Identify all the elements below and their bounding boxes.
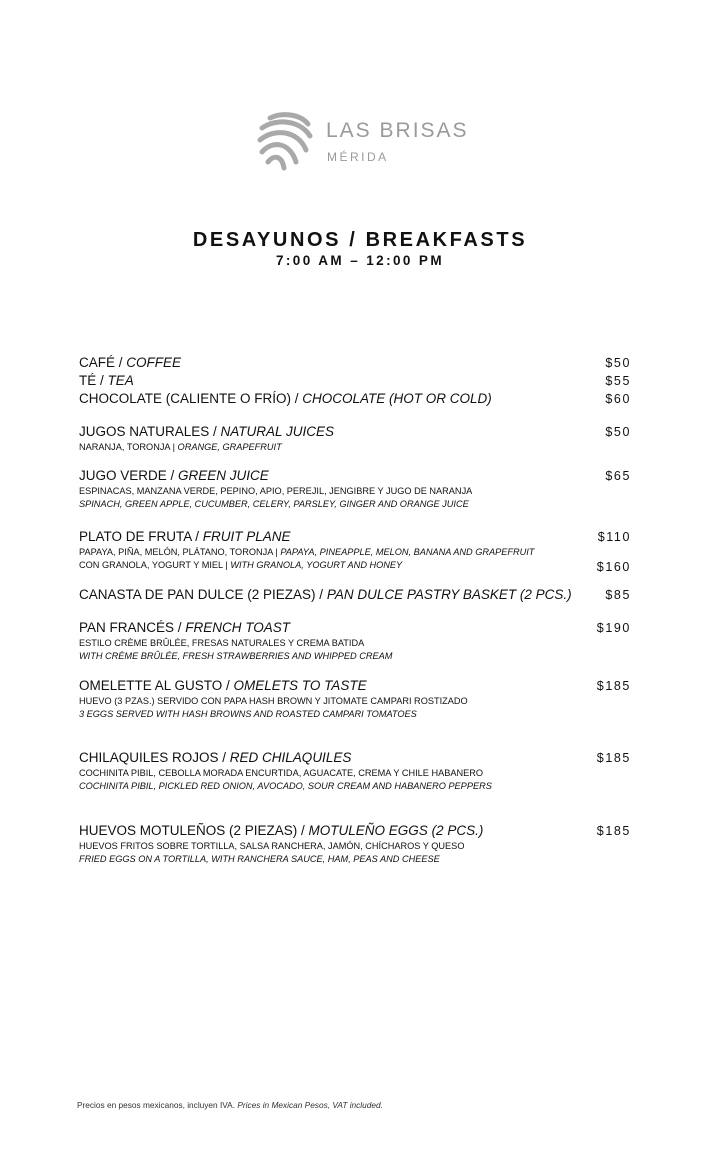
item-title: [79, 619, 290, 636]
item-desc-en: PAPAYA, PINEAPPLE, MELON, BANANA AND GRAPEFRUIT: [280, 547, 535, 557]
item-price: $185: [596, 679, 631, 693]
item-desc-en: WITH GRANOLA, YOGURT AND HONEY: [230, 560, 403, 570]
item-price: $60: [605, 392, 631, 406]
item-price: $65: [605, 469, 631, 483]
item-title-es: HUEVOS MOTULEÑOS (2 PIEZAS) /: [79, 823, 309, 838]
item-desc-es: COCHINITA PIBIL, CEBOLLA MORADA ENCURTIDA, AGUACATE, CREMA Y CHILE HABANERO: [79, 768, 484, 778]
menu-item-omelette: [79, 677, 631, 721]
item-price: $50: [605, 356, 631, 370]
brand-city: MÉRIDA: [327, 150, 389, 164]
item-title-es: JUGOS NATURALES /: [79, 424, 221, 439]
item-title-en: RED CHILAQUILES: [229, 750, 352, 765]
item-title: [79, 423, 334, 440]
item-title-es: CANASTA DE PAN DULCE (2 PIEZAS) /: [79, 587, 327, 602]
item-title-es: JUGO VERDE /: [79, 468, 179, 483]
menu-item-pan-frances: [79, 619, 631, 663]
item-desc-es: HUEVOS FRITOS SOBRE TORTILLA, SALSA RANCHERA, JAMÓN, CHÍCHAROS Y QUESO: [79, 841, 465, 851]
item-price: $85: [605, 588, 631, 602]
item-price: $110: [597, 530, 631, 544]
layered-wave-logo-icon: [256, 110, 316, 172]
item-title-es: PLATO DE FRUTA /: [79, 529, 203, 544]
item-title: [79, 354, 181, 371]
item-title: [79, 749, 351, 766]
item-desc-es: HUEVO (3 PZAS.) SERVIDO CON PAPA HASH BROWN Y JITOMATE CAMPARI ROSTIZADO: [79, 696, 468, 706]
item-title-en: COFFEE: [126, 355, 182, 370]
item-price: $55: [605, 374, 631, 388]
item-desc-es: NARANJA, TORONJA |: [79, 442, 178, 452]
item-title-en: FRENCH TOAST: [185, 620, 291, 635]
item-title-es: CAFÉ /: [79, 355, 127, 370]
menu-item-cafe: [79, 354, 631, 372]
brand-name: LAS BRISAS: [326, 119, 469, 142]
item-title: [79, 390, 492, 407]
price-footnote: [77, 1100, 383, 1110]
menu-item-te: [79, 372, 631, 390]
menu-item-canasta: [79, 586, 631, 604]
item-title-es: OMELETTE AL GUSTO /: [79, 678, 234, 693]
menu-group-beverages: [79, 354, 631, 408]
item-price: $185: [596, 751, 631, 765]
menu-item-chilaquiles: [79, 749, 631, 793]
item-desc-es: PAPAYA, PIÑA, MELÓN, PLÁTANO, TORONJA |: [79, 547, 281, 557]
item-title-en: GREEN JUICE: [178, 468, 269, 483]
menu-header: [0, 229, 720, 268]
item-title-en: CHOCOLATE (HOT OR COLD): [302, 391, 492, 406]
item-title: [79, 586, 572, 603]
item-desc-en: ORANGE, GRAPEFRUIT: [177, 442, 282, 452]
item-title: [79, 822, 483, 839]
item-description: [79, 546, 631, 559]
item-title: [79, 528, 291, 545]
item-desc-en: 3 EGGS SERVED WITH HASH BROWNS AND ROASTED CAMPARI TOMATOES: [79, 709, 417, 719]
item-desc-en: WITH CRÈME BRÛLÉE, FRESH STRAWBERRIES AND WHIPPED CREAM: [79, 651, 393, 661]
item-price: $185: [596, 824, 631, 838]
item-title-en: TEA: [107, 373, 134, 388]
item-title-en: PAN DULCE PASTRY BASKET (2 PCS.): [326, 587, 572, 602]
footnote-en: Prices in Mexican Pesos, VAT included.: [237, 1100, 383, 1110]
item-title-es: PAN FRANCÉS /: [79, 620, 186, 635]
service-hours: 7:00 AM – 12:00 PM: [275, 253, 444, 268]
item-title: [79, 372, 134, 389]
item-price-granola: $160: [596, 560, 631, 574]
item-desc-en: SPINACH, GREEN APPLE, CUCUMBER, CELERY, PARSLEY, GINGER AND ORANGE JUICE: [79, 499, 469, 509]
item-description: [79, 441, 631, 454]
menu-item-jugo-verde: [79, 467, 631, 511]
item-title: [79, 467, 269, 484]
item-title-es: CHOCOLATE (CALIENTE O FRÍO) /: [79, 391, 303, 406]
item-desc-es: ESTILO CRÈME BRÛLÉE, FRESAS NATURALES Y CREMA BATIDA: [79, 638, 365, 648]
brand-logo: [256, 110, 476, 172]
item-title-es: TÉ /: [79, 373, 108, 388]
item-desc-en: FRIED EGGS ON A TORTILLA, WITH RANCHERA SAUCE, HAM, PEAS AND CHEESE: [79, 854, 440, 864]
menu-item-plato-fruta: [79, 528, 631, 572]
footnote-es: Precios en pesos mexicanos, incluyen IVA.: [77, 1100, 238, 1110]
fruit-granola-option: [79, 559, 631, 572]
menu-item-chocolate: [79, 390, 631, 408]
item-desc-es: CON GRANOLA, YOGURT Y MIEL |: [79, 560, 231, 570]
item-title-en: NATURAL JUICES: [220, 424, 335, 439]
item-desc-en: COCHINITA PIBIL, PICKLED RED ONION, AVOCADO, SOUR CREAM AND HABANERO PEPPERS: [79, 781, 492, 791]
item-price: $190: [596, 621, 631, 635]
item-price: $50: [605, 425, 631, 439]
item-title-en: MOTULEÑO EGGS (2 PCS.): [308, 823, 484, 838]
item-description: [79, 559, 402, 572]
menu-list: [79, 354, 631, 866]
menu-item-jugos: [79, 423, 631, 454]
menu-item-motulenos: [79, 822, 631, 866]
item-title-en: OMELETS TO TASTE: [233, 678, 367, 693]
item-desc-es: ESPINACAS, MANZANA VERDE, PEPINO, APIO, PEREJIL, JENGIBRE Y JUGO DE NARANJA: [79, 486, 473, 496]
page-title: DESAYUNOS / BREAKFASTS: [192, 229, 528, 251]
item-title: [79, 677, 367, 694]
item-title-en: FRUIT PLANE: [202, 529, 291, 544]
item-title-es: CHILAQUILES ROJOS /: [79, 750, 230, 765]
